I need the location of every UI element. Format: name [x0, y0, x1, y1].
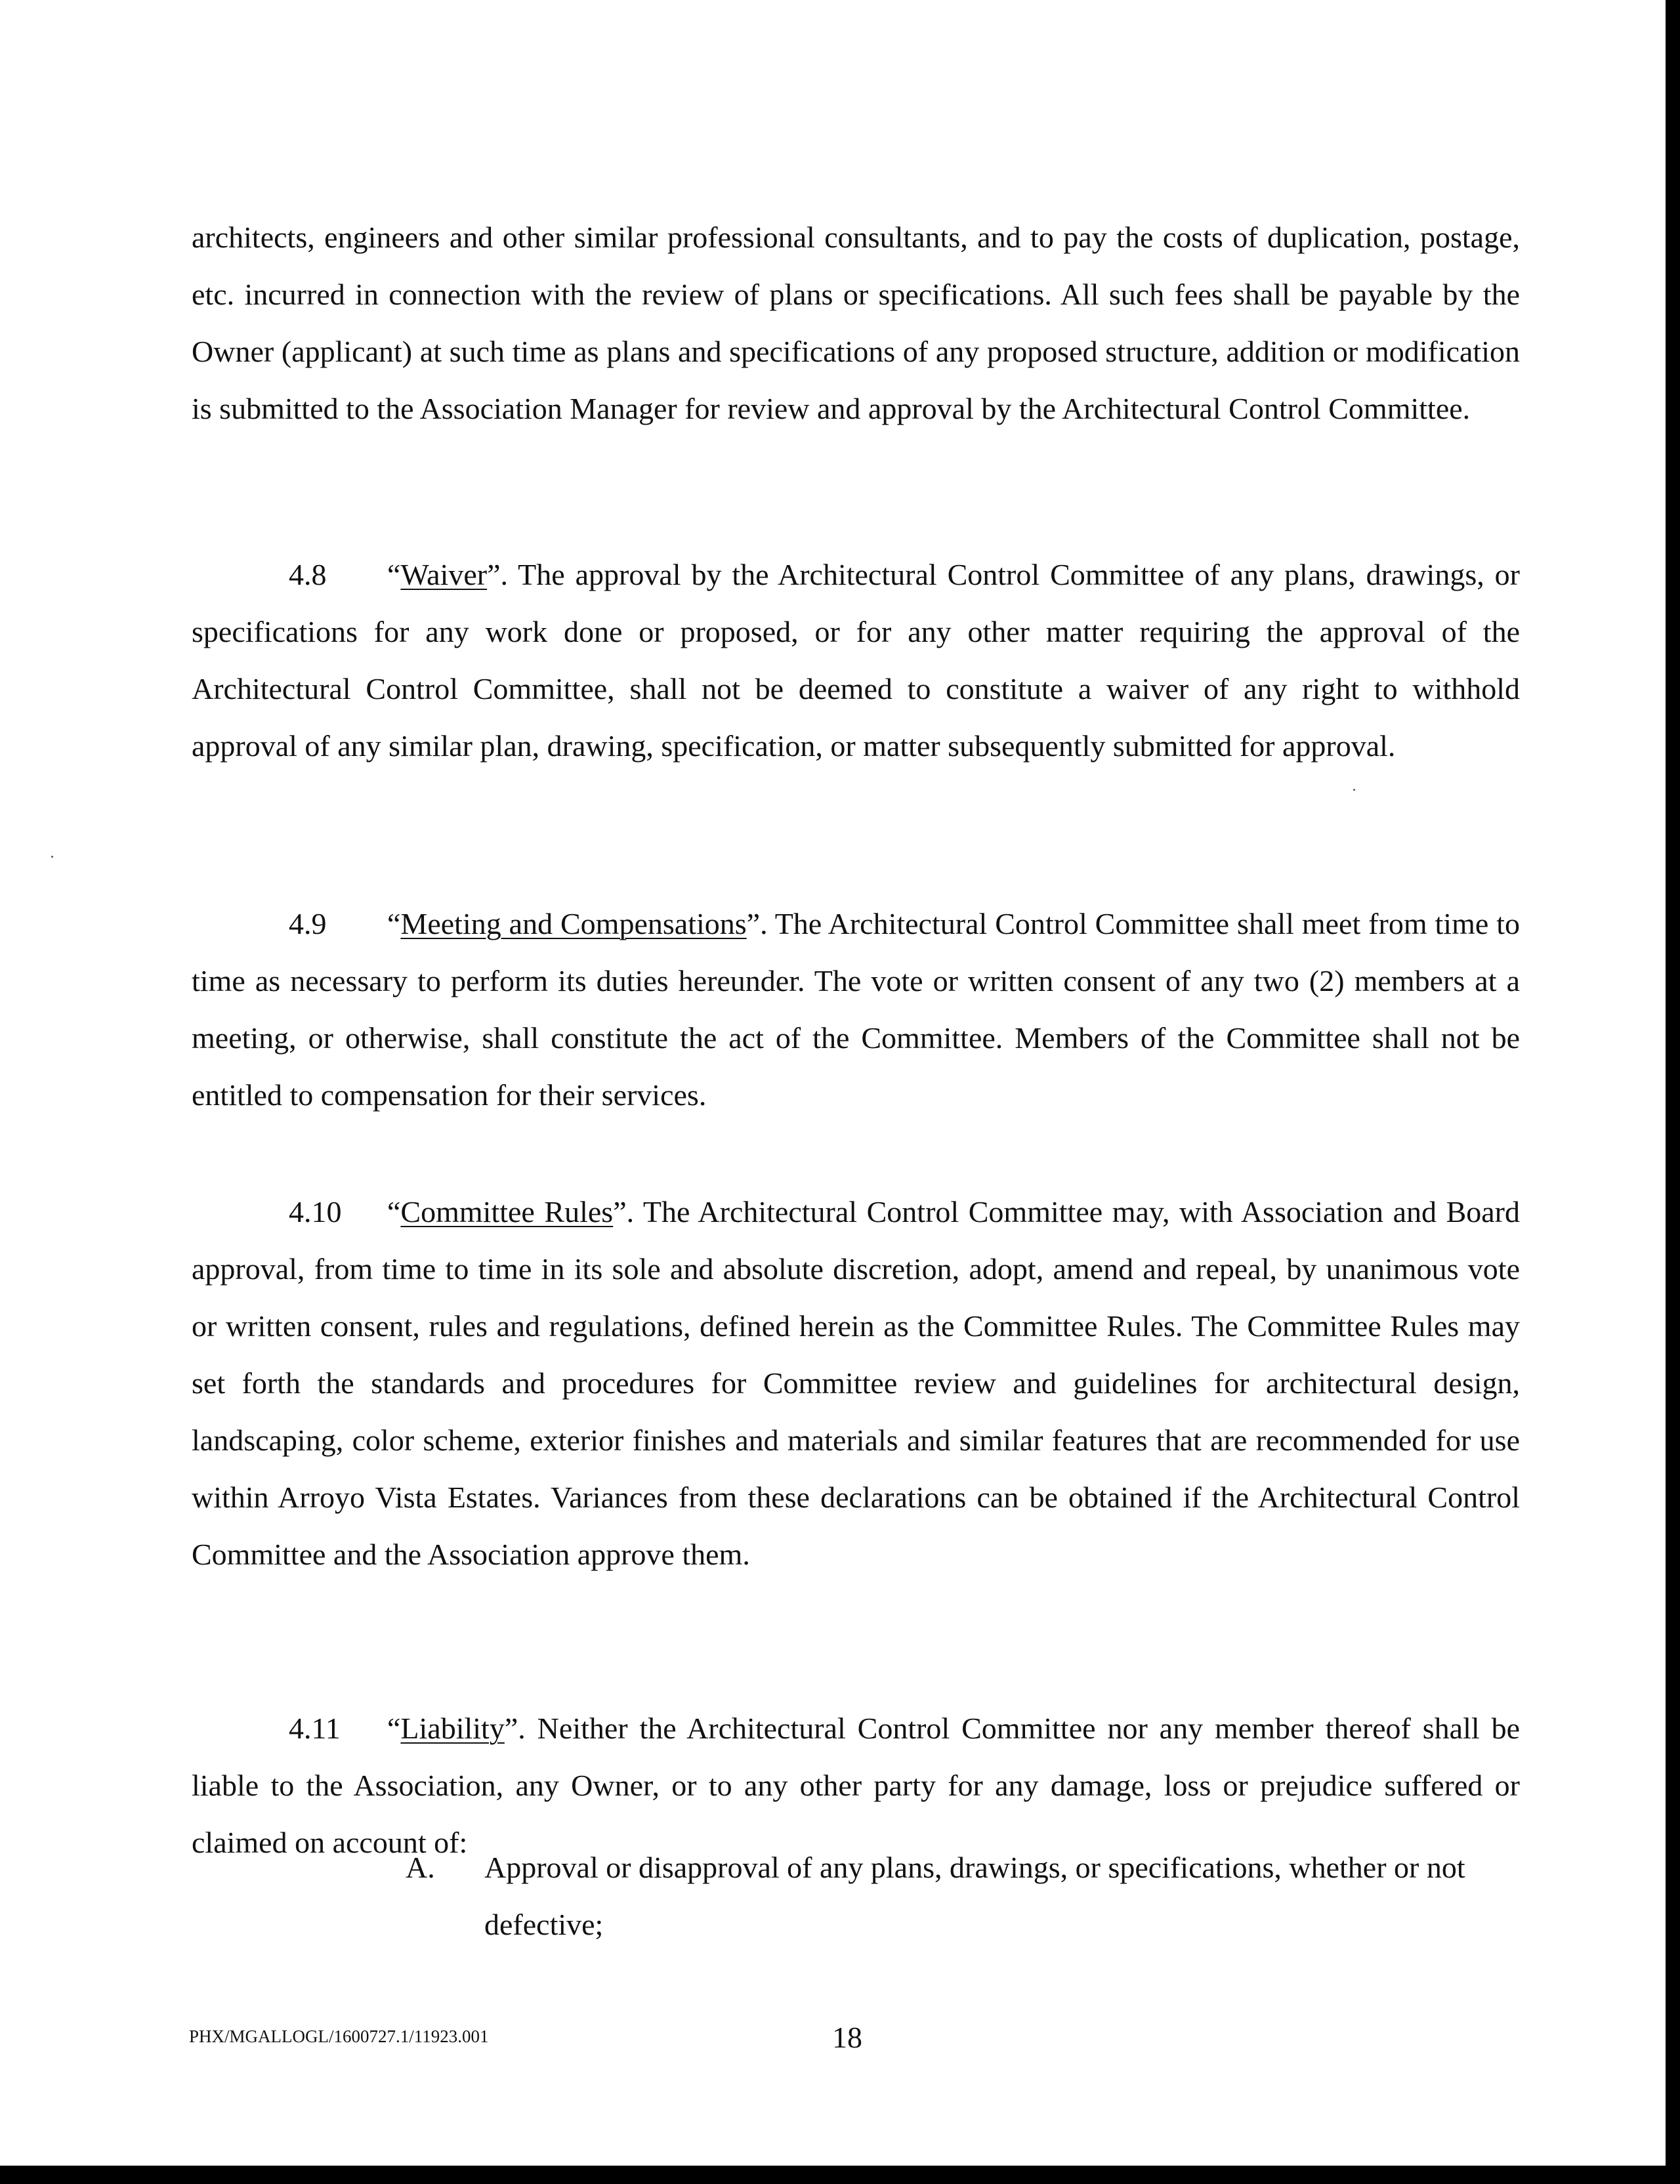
- section-number: 4.9: [289, 907, 327, 940]
- open-quote: “: [387, 558, 401, 591]
- section-number: 4.10: [289, 1195, 342, 1228]
- scan-border-right: [1666, 0, 1680, 2184]
- footer-document-id: PHX/MGALLOGL/1600727.1/11923.001: [189, 2026, 489, 2046]
- close-quote: ”.: [746, 907, 768, 940]
- section-number: 4.11: [289, 1712, 341, 1745]
- list-item-a: [406, 1839, 1521, 1953]
- section-heading: Meeting and Compensations: [400, 907, 747, 940]
- section-heading: Liability: [400, 1712, 505, 1745]
- open-quote: “: [387, 1195, 401, 1228]
- section-4-8-waiver: [192, 546, 1520, 774]
- section-heading: Waiver: [400, 558, 488, 591]
- scan-border-bottom: [0, 2166, 1680, 2184]
- paragraph-continuation: architects, engineers and other similar professional consultants, and to pay the costs of duplication, postage, etc. incurred in connection with the review of plans or specifications. All such fees shall be payable by the Owner (applicant) at such time as plans and specifications of any proposed structure, addition or modification is submitted to the Association Manager for review and approval by the Architectural Control Committee.: [192, 220, 1520, 425]
- close-quote: ”.: [504, 1712, 526, 1745]
- list-item-text: Approval or disapproval of any plans, drawings, or specifications, whether or not defective;: [484, 1851, 1465, 1941]
- section-4-10-committee-rules: [192, 1183, 1520, 1583]
- section-body: Neither the Architectural Control Committee nor any member thereof shall be liable to the Association, any Owner, or to any other party for any damage, loss or prejudice suffered or claimed on account of:: [192, 1712, 1520, 1859]
- list-item-letter: A.: [406, 1851, 435, 1884]
- section-body: The approval by the Architectural Control Committee of any plans, drawings, or specifications for any work done or proposed, or for any other matter requiring the approval of the Architectural Control Committee, shall not be deemed to constitute a waiver of any right to withhold approval of any similar plan, drawing, specification, or matter subsequently submitted for approval.: [192, 558, 1520, 763]
- scan-speck: [51, 856, 53, 858]
- section-body: The Architectural Control Committee may, with Association and Board approval, from time to time in its sole and absolute discretion, adopt, amend and repeal, by unanimous vote or written consent, rules and regulations, defined herein as the Committee Rules. The Committee Rules may set forth the standards and procedures for Committee review and guidelines for architectural design, landscaping, color scheme, exterior finishes and materials and similar features that are recommended for use within Arroyo Vista Estates. Variances from these declarations can be obtained if the Architectural Control Committee and the Association approve them.: [192, 1195, 1520, 1571]
- close-quote: ”.: [487, 558, 509, 591]
- section-heading: Committee Rules: [400, 1195, 614, 1228]
- section-number: 4.8: [289, 558, 327, 591]
- page-number: 18: [832, 2021, 862, 2054]
- scan-speck: [1353, 789, 1355, 791]
- section-body: The Architectural Control Committee shall meet from time to time as necessary to perform its duties hereunder. The vote or written consent of any two (2) members at a meeting, or otherwise, shall constitute the act of the Committee. Members of the Committee shall not be entitled to compensation for their services.: [192, 907, 1521, 1112]
- open-quote: “: [387, 907, 401, 940]
- open-quote: “: [387, 1712, 401, 1745]
- section-4-9-meeting-and-compensations: [192, 895, 1520, 1124]
- close-quote: ”.: [613, 1195, 635, 1228]
